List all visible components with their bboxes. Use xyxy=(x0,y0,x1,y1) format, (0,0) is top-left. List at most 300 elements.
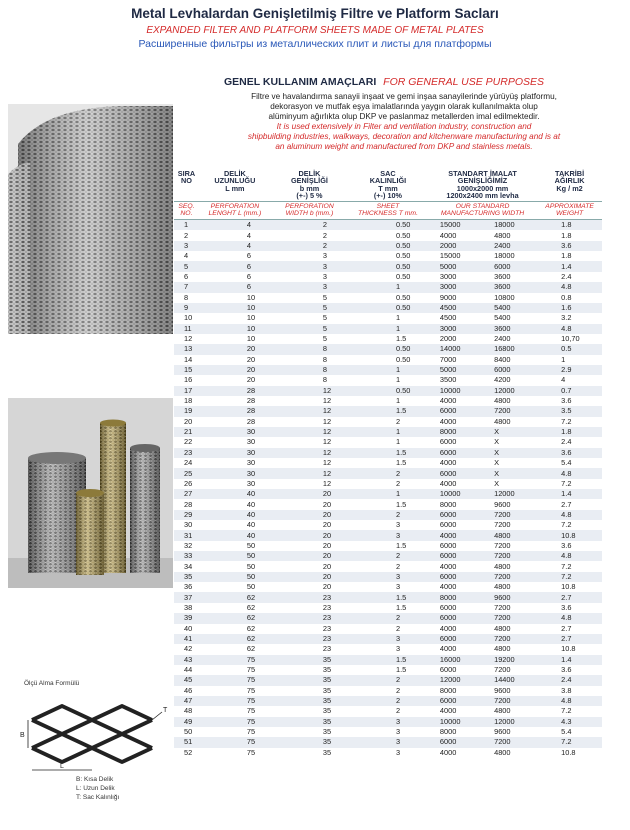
page-title: Metal Levhalardan Genişletilmiş Filtre ve Platform Sacları xyxy=(131,6,499,21)
cell-width-1200: 6000 xyxy=(486,365,537,375)
cell-thickness: 2 xyxy=(348,624,428,634)
cell-thickness: 2 xyxy=(348,561,428,571)
cell-weight: 2.7 xyxy=(537,592,602,602)
cell-weight: 3.6 xyxy=(537,448,602,458)
cell-width-1000: 10000 xyxy=(428,489,486,499)
table-row xyxy=(174,603,602,613)
header-line: DELİK xyxy=(298,169,321,178)
cell-length: 10 xyxy=(199,293,271,303)
cell-seq-no: 45 xyxy=(174,675,199,685)
cell-length: 20 xyxy=(199,344,271,354)
cell-length: 62 xyxy=(199,644,271,654)
cell-seq-no: 26 xyxy=(174,479,199,489)
cell-width-1200: 7200 xyxy=(486,634,537,644)
cell-width-1200: 7200 xyxy=(486,737,537,747)
table-row xyxy=(174,293,602,303)
cell-width-1200: 12000 xyxy=(486,386,537,396)
cell-seq-no: 22 xyxy=(174,437,199,447)
cell-width: 20 xyxy=(271,541,348,551)
cell-width: 35 xyxy=(271,655,348,665)
cell-seq-no: 29 xyxy=(174,510,199,520)
table-row xyxy=(174,406,602,416)
formula-title: Ölçü Alma Formülü xyxy=(24,680,80,687)
cell-length: 30 xyxy=(199,458,271,468)
cell-width: 3 xyxy=(271,251,348,261)
table-row xyxy=(174,313,602,323)
cell-thickness: 3 xyxy=(348,572,428,582)
cell-weight: 1.8 xyxy=(537,251,602,261)
cell-width: 12 xyxy=(271,396,348,406)
table-row xyxy=(174,479,602,489)
cell-width: 5 xyxy=(271,303,348,313)
table-row xyxy=(174,624,602,634)
cell-width: 35 xyxy=(271,675,348,685)
cell-width: 35 xyxy=(271,686,348,696)
cell-width-1200: 2400 xyxy=(486,334,537,344)
cell-width-1200: 3600 xyxy=(486,324,537,334)
cell-seq-no: 51 xyxy=(174,737,199,747)
subheader-line: OUR STANDARD xyxy=(455,202,510,210)
cell-seq-no: 47 xyxy=(174,696,199,706)
cell-width-1200: 12000 xyxy=(486,489,537,499)
cell-seq-no: 25 xyxy=(174,468,199,478)
cell-thickness: 3 xyxy=(348,748,428,758)
cell-width-1000: 8000 xyxy=(428,592,486,602)
cell-seq-no: 13 xyxy=(174,344,199,354)
description-en xyxy=(178,122,630,152)
cell-seq-no: 17 xyxy=(174,386,199,396)
cell-weight: 3.6 xyxy=(537,541,602,551)
table-row xyxy=(174,582,602,592)
cell-width-1200: 2400 xyxy=(486,241,537,251)
subheader-line: SEQ. xyxy=(178,202,195,210)
table-row xyxy=(174,417,602,427)
header-line: (+-) 10% xyxy=(373,191,403,201)
cell-weight: 7.2 xyxy=(537,417,602,427)
cell-seq-no: 9 xyxy=(174,303,199,313)
cell-width-1200: 7200 xyxy=(486,696,537,706)
cell-thickness: 0.50 xyxy=(348,241,428,251)
header-line: (+-) 5 % xyxy=(296,191,323,201)
cell-weight: 4.8 xyxy=(537,324,602,334)
cell-width-1000: 4000 xyxy=(428,417,486,427)
cell-width: 3 xyxy=(271,261,348,271)
cell-seq-no: 5 xyxy=(174,261,199,271)
specification-table xyxy=(174,168,602,758)
cell-width-1200: 8400 xyxy=(486,355,537,365)
table-row xyxy=(174,572,602,582)
cell-thickness: 1 xyxy=(348,313,428,323)
cell-width-1200: 7200 xyxy=(486,665,537,675)
cell-width-1000: 6000 xyxy=(428,551,486,561)
subheader-line: WIDTH b (mm.) xyxy=(285,210,334,218)
cell-width-1000: 6000 xyxy=(428,448,486,458)
cell-thickness: 3 xyxy=(348,737,428,747)
table-row xyxy=(174,499,602,509)
cell-width-1000: 2000 xyxy=(428,241,486,251)
cell-width-1200: X xyxy=(486,427,537,437)
desc-tr-line: alüminyum ağırlıkta olup DKP ve paslanmaz metallerden imal edilmektedir. xyxy=(268,112,540,121)
cell-length: 75 xyxy=(199,665,271,675)
header-line: TAKRİBİ xyxy=(555,169,585,178)
cell-length: 50 xyxy=(199,541,271,551)
cell-seq-no: 39 xyxy=(174,613,199,623)
col-manufacturing-width-subheader xyxy=(428,201,537,220)
cell-thickness: 0.50 xyxy=(348,230,428,240)
cell-width-1200: 19200 xyxy=(486,655,537,665)
cell-width-1000: 6000 xyxy=(428,406,486,416)
cell-thickness: 1.5 xyxy=(348,541,428,551)
cell-weight: 2.9 xyxy=(537,365,602,375)
desc-en-line: shipbuilding industries, walkways, decoration and kitchenware manufacturing and is at xyxy=(247,132,561,141)
cell-width-1000: 6000 xyxy=(428,520,486,530)
cell-width-1000: 4000 xyxy=(428,479,486,489)
cell-length: 75 xyxy=(199,675,271,685)
description-tr xyxy=(178,92,630,122)
section-heading-en: FOR GENERAL USE PURPOSES xyxy=(383,76,545,88)
cell-seq-no: 24 xyxy=(174,458,199,468)
cell-width-1000: 4000 xyxy=(428,230,486,240)
header-line: T mm xyxy=(378,183,398,193)
table-row xyxy=(174,448,602,458)
cell-width-1200: 4800 xyxy=(486,624,537,634)
section-heading-tr: GENEL KULLANIM AMAÇLARI xyxy=(224,76,377,88)
cell-weight: 1.8 xyxy=(537,220,602,231)
cell-width-1000: 4000 xyxy=(428,458,486,468)
table-row xyxy=(174,220,602,231)
cell-width-1000: 3000 xyxy=(428,282,486,292)
subheader-line: NO. xyxy=(180,210,193,218)
cell-width-1000: 4500 xyxy=(428,313,486,323)
cell-thickness: 1 xyxy=(348,427,428,437)
cell-width: 20 xyxy=(271,572,348,582)
cell-width: 12 xyxy=(271,406,348,416)
cell-thickness: 3 xyxy=(348,644,428,654)
cell-weight: 3.6 xyxy=(537,665,602,675)
cell-weight: 2.4 xyxy=(537,437,602,447)
cell-width-1000: 6000 xyxy=(428,634,486,644)
table-row xyxy=(174,396,602,406)
mesh-diagram xyxy=(10,690,175,775)
cell-length: 40 xyxy=(199,499,271,509)
table-row xyxy=(174,748,602,758)
cell-width-1200: 5400 xyxy=(486,313,537,323)
cell-width-1200: 7200 xyxy=(486,520,537,530)
header-row xyxy=(174,168,602,201)
subheader-line: WEIGHT xyxy=(555,210,584,218)
cell-width-1200: X xyxy=(486,458,537,468)
cell-width-1000: 7000 xyxy=(428,355,486,365)
cell-length: 62 xyxy=(199,613,271,623)
cell-thickness: 1 xyxy=(348,375,428,385)
cell-width-1000: 8000 xyxy=(428,686,486,696)
cell-thickness: 0.50 xyxy=(348,386,428,396)
table-body xyxy=(174,220,602,758)
cell-thickness: 1 xyxy=(348,365,428,375)
expanded-mesh-photo xyxy=(8,104,173,334)
cell-thickness: 3 xyxy=(348,582,428,592)
cell-width-1200: X xyxy=(486,479,537,489)
table-row xyxy=(174,458,602,468)
header-line: SIRA xyxy=(177,169,196,178)
cell-length: 40 xyxy=(199,530,271,540)
cell-width: 12 xyxy=(271,468,348,478)
cell-width-1000: 4000 xyxy=(428,396,486,406)
cell-weight: 7.2 xyxy=(537,706,602,716)
cell-width: 20 xyxy=(271,582,348,592)
cell-seq-no: 14 xyxy=(174,355,199,365)
cell-seq-no: 48 xyxy=(174,706,199,716)
table-row xyxy=(174,520,602,530)
cell-thickness: 1.5 xyxy=(348,592,428,602)
cell-width-1000: 4000 xyxy=(428,706,486,716)
cell-width: 12 xyxy=(271,458,348,468)
cell-weight: 2.4 xyxy=(537,272,602,282)
cell-thickness: 0.50 xyxy=(348,303,428,313)
cell-seq-no: 11 xyxy=(174,324,199,334)
cell-width: 5 xyxy=(271,293,348,303)
cell-length: 4 xyxy=(199,241,271,251)
cell-length: 20 xyxy=(199,375,271,385)
table-row xyxy=(174,551,602,561)
cell-seq-no: 20 xyxy=(174,417,199,427)
table-row xyxy=(174,696,602,706)
cell-width-1200: 3600 xyxy=(486,272,537,282)
cell-width: 35 xyxy=(271,696,348,706)
cell-thickness: 2 xyxy=(348,613,428,623)
cell-seq-no: 52 xyxy=(174,748,199,758)
cell-width-1000: 4000 xyxy=(428,748,486,758)
cell-width-1200: 18000 xyxy=(486,220,537,231)
cell-width-1200: 16800 xyxy=(486,344,537,354)
cell-thickness: 1.5 xyxy=(348,458,428,468)
cell-weight: 0.5 xyxy=(537,344,602,354)
formula-legend xyxy=(76,775,119,802)
cell-width-1000: 6000 xyxy=(428,572,486,582)
table-row xyxy=(174,251,602,261)
cell-length: 62 xyxy=(199,634,271,644)
cell-length: 62 xyxy=(199,592,271,602)
cell-seq-no: 33 xyxy=(174,551,199,561)
cell-width-1000: 6000 xyxy=(428,696,486,706)
col-thickness-subheader xyxy=(348,201,428,220)
cell-length: 30 xyxy=(199,479,271,489)
table-row xyxy=(174,334,602,344)
cell-width-1000: 6000 xyxy=(428,665,486,675)
cell-width: 20 xyxy=(271,510,348,520)
cell-length: 28 xyxy=(199,386,271,396)
subheader-line: LENGHT L (mm.) xyxy=(208,210,262,218)
cell-seq-no: 30 xyxy=(174,520,199,530)
cell-width-1200: 7200 xyxy=(486,406,537,416)
cell-width: 5 xyxy=(271,313,348,323)
cell-weight: 2.4 xyxy=(537,675,602,685)
cell-seq-no: 7 xyxy=(174,282,199,292)
cell-seq-no: 21 xyxy=(174,427,199,437)
cell-seq-no: 4 xyxy=(174,251,199,261)
cell-thickness: 3 xyxy=(348,727,428,737)
cell-width: 8 xyxy=(271,365,348,375)
cell-width-1200: 4800 xyxy=(486,644,537,654)
cell-weight: 7.2 xyxy=(537,561,602,571)
cell-width-1000: 4000 xyxy=(428,561,486,571)
cell-thickness: 3 xyxy=(348,530,428,540)
cell-width-1200: X xyxy=(486,437,537,447)
cell-thickness: 1 xyxy=(348,396,428,406)
cell-width-1000: 4000 xyxy=(428,530,486,540)
cell-width-1200: 9600 xyxy=(486,727,537,737)
russian-subtitle: Расширенные фильтры из металлических плит и листы для платформы xyxy=(138,38,492,50)
cell-seq-no: 31 xyxy=(174,530,199,540)
description xyxy=(178,92,630,152)
header-line: b mm xyxy=(299,183,320,193)
cell-width: 35 xyxy=(271,737,348,747)
table-row xyxy=(174,468,602,478)
cell-length: 50 xyxy=(199,582,271,592)
cell-weight: 4.8 xyxy=(537,510,602,520)
header-line: UZUNLUĞU xyxy=(214,176,256,186)
cell-width-1200: 4800 xyxy=(486,748,537,758)
cell-width-1000: 9000 xyxy=(428,293,486,303)
cell-seq-no: 37 xyxy=(174,592,199,602)
table-row xyxy=(174,706,602,716)
cell-weight: 10.8 xyxy=(537,748,602,758)
cell-width-1200: 4800 xyxy=(486,396,537,406)
desc-en-line: It is used extensively in Filter and ventilation industry, construction and xyxy=(276,122,532,131)
cell-thickness: 2 xyxy=(348,468,428,478)
cell-thickness: 0.50 xyxy=(348,261,428,271)
cell-width-1000: 4500 xyxy=(428,303,486,313)
cell-width-1000: 3000 xyxy=(428,324,486,334)
cell-seq-no: 15 xyxy=(174,365,199,375)
cell-thickness: 1 xyxy=(348,282,428,292)
desc-tr-line: Filtre ve havalandırma sanayii inşaat ve gemi inşaa sanayilerinde yürüyüş platformu, xyxy=(251,92,557,101)
cell-width: 20 xyxy=(271,489,348,499)
cell-length: 6 xyxy=(199,272,271,282)
cell-thickness: 0.50 xyxy=(348,272,428,282)
cell-width-1000: 8000 xyxy=(428,499,486,509)
cell-width-1000: 6000 xyxy=(428,603,486,613)
col-weight-subheader xyxy=(537,201,602,220)
table-row xyxy=(174,272,602,282)
cell-width: 8 xyxy=(271,375,348,385)
cell-length: 75 xyxy=(199,737,271,747)
cell-thickness: 1.5 xyxy=(348,448,428,458)
legend-b: B: Kısa Delik xyxy=(76,776,114,783)
table-row xyxy=(174,530,602,540)
cell-length: 75 xyxy=(199,655,271,665)
cell-thickness: 2 xyxy=(348,417,428,427)
cell-width: 35 xyxy=(271,727,348,737)
cell-width-1000: 6000 xyxy=(428,437,486,447)
cell-length: 50 xyxy=(199,561,271,571)
cell-weight: 3.5 xyxy=(537,406,602,416)
col-seq-no-header xyxy=(174,168,199,201)
cell-weight: 10.8 xyxy=(537,644,602,654)
cell-thickness: 2 xyxy=(348,706,428,716)
cell-length: 75 xyxy=(199,727,271,737)
subheader-line: APPROXIMATE xyxy=(545,202,594,210)
cell-length: 6 xyxy=(199,251,271,261)
cell-width-1000: 16000 xyxy=(428,655,486,665)
table-row xyxy=(174,675,602,685)
cell-length: 4 xyxy=(199,230,271,240)
cell-length: 28 xyxy=(199,417,271,427)
cell-width: 23 xyxy=(271,624,348,634)
cell-seq-no: 46 xyxy=(174,686,199,696)
cell-length: 75 xyxy=(199,706,271,716)
cell-width-1200: 10800 xyxy=(486,293,537,303)
cell-seq-no: 41 xyxy=(174,634,199,644)
cell-seq-no: 49 xyxy=(174,717,199,727)
cell-thickness: 2 xyxy=(348,551,428,561)
cell-thickness: 0.50 xyxy=(348,293,428,303)
cell-width-1200: 7200 xyxy=(486,510,537,520)
cell-width-1200: 5400 xyxy=(486,303,537,313)
cell-width: 20 xyxy=(271,520,348,530)
cell-width-1200: 4800 xyxy=(486,530,537,540)
col-length-header xyxy=(199,168,271,201)
cell-width-1000: 6000 xyxy=(428,613,486,623)
cell-width: 3 xyxy=(271,282,348,292)
header-line: 1000x2000 mm xyxy=(456,183,509,193)
cell-width-1200: 14400 xyxy=(486,675,537,685)
cell-length: 6 xyxy=(199,261,271,271)
cell-width: 35 xyxy=(271,706,348,716)
cell-length: 10 xyxy=(199,313,271,323)
col-length-subheader xyxy=(199,201,271,220)
cell-seq-no: 10 xyxy=(174,313,199,323)
cell-weight: 7.2 xyxy=(537,479,602,489)
cell-length: 30 xyxy=(199,437,271,447)
col-manufacturing-width-header xyxy=(428,168,537,201)
cell-width-1200: 7200 xyxy=(486,541,537,551)
cell-width: 12 xyxy=(271,479,348,489)
cell-thickness: 1 xyxy=(348,324,428,334)
cell-width-1000: 6000 xyxy=(428,510,486,520)
table-row xyxy=(174,613,602,623)
cell-length: 75 xyxy=(199,686,271,696)
table-row xyxy=(174,644,602,654)
cell-weight: 1.8 xyxy=(537,230,602,240)
cell-thickness: 2 xyxy=(348,696,428,706)
cell-weight: 3.6 xyxy=(537,241,602,251)
cell-seq-no: 16 xyxy=(174,375,199,385)
desc-tr-line: dekorasyon ve mutfak eşya imalatlarında yaygın olarak kullanılmakta olup xyxy=(270,102,538,111)
cell-thickness: 1.5 xyxy=(348,655,428,665)
cell-width-1000: 6000 xyxy=(428,468,486,478)
table-row xyxy=(174,665,602,675)
table-row xyxy=(174,386,602,396)
cell-length: 75 xyxy=(199,748,271,758)
cell-width-1000: 5000 xyxy=(428,261,486,271)
table-row xyxy=(174,727,602,737)
table-row xyxy=(174,344,602,354)
cell-width-1200: 7200 xyxy=(486,603,537,613)
cell-width-1200: 7200 xyxy=(486,572,537,582)
cell-thickness: 2 xyxy=(348,510,428,520)
cell-seq-no: 27 xyxy=(174,489,199,499)
cell-seq-no: 38 xyxy=(174,603,199,613)
cell-seq-no: 34 xyxy=(174,561,199,571)
cell-weight: 3.6 xyxy=(537,603,602,613)
subheader-line: MANUFACTURING WIDTH xyxy=(440,210,525,218)
cell-seq-no: 32 xyxy=(174,541,199,551)
cell-width-1000: 15000 xyxy=(428,251,486,261)
english-subtitle: EXPANDED FILTER AND PLATFORM SHEETS MADE OF METAL PLATES xyxy=(146,25,484,36)
legend-t: T: Sac Kalınlığı xyxy=(76,794,120,801)
cell-seq-no: 42 xyxy=(174,644,199,654)
